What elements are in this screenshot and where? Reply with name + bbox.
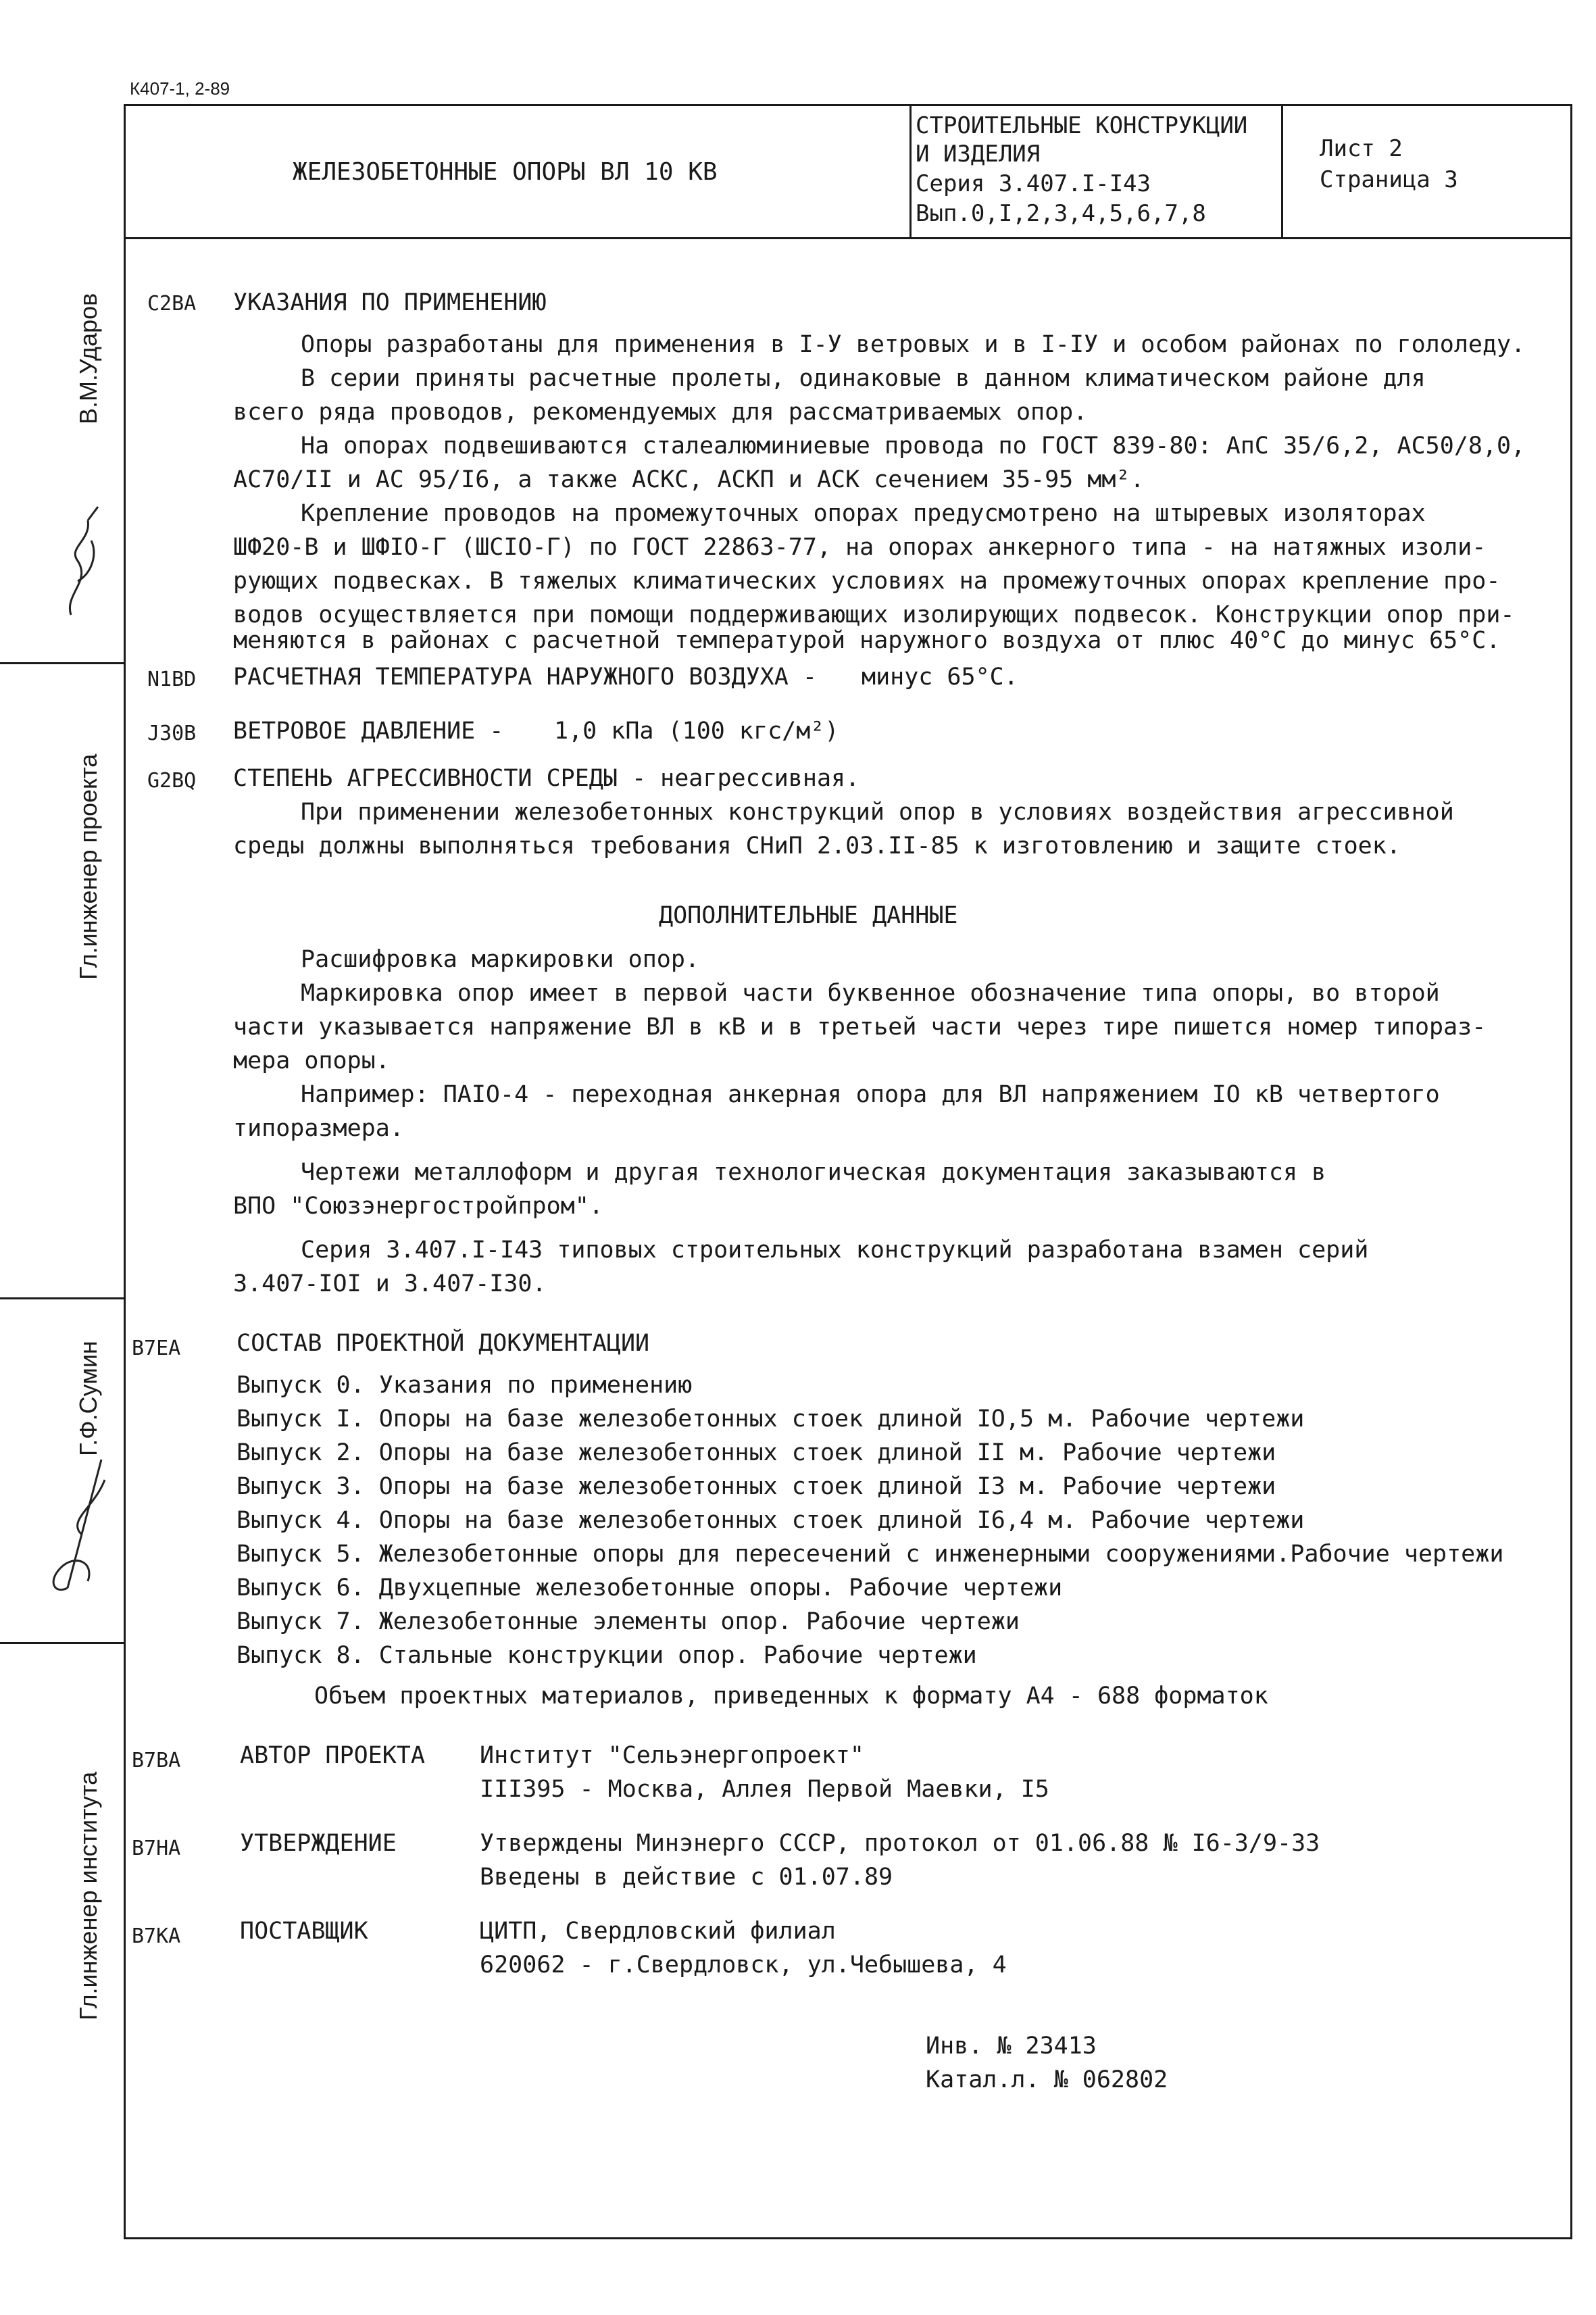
paragraph-line: Серия 3.407.I-I43 типовых строительных конструкций разработана взамен серий	[301, 1237, 1369, 1264]
margin-name-2: Г.Ф.Сумин	[74, 1341, 102, 1456]
list-item: Выпуск 5. Железобетонные опоры для пересечений с инженерными сооружениями.Рабочие чертежи	[236, 1541, 1504, 1568]
paragraph-line: типоразмера.	[233, 1115, 404, 1142]
series-line: СТРОИТЕЛЬНЫЕ КОНСТРУКЦИИ	[916, 112, 1248, 139]
paragraph-line: ВПО "Союзэнергостройпром".	[233, 1193, 603, 1220]
list-item: Выпуск 3. Опоры на базе железобетонных стоек длиной I3 м. Рабочие чертежи	[236, 1473, 1276, 1500]
paragraph-line: В серии приняты расчетные пролеты, одинаковые в данном климатическом районе для	[301, 365, 1426, 392]
section-code: B7EA	[132, 1337, 181, 1360]
paragraph-line: среды должны выполняться требования СНиП 2.03.II-85 к изготовлению и защите стоек.	[233, 832, 1401, 860]
document-title: ЖЕЛЕЗОБЕТОННЫЕ ОПОРЫ ВЛ 10 КВ	[293, 158, 718, 186]
paragraph-line: Опоры разработаны для применения в I-У ветровых и в I-IУ и особом районах по гололеду.	[301, 331, 1526, 358]
paragraph-line: На опорах подвешиваются сталеалюминиевые провода по ГОСТ 839-80: АпС 35/6,2, АС50/8,0,	[301, 432, 1526, 459]
section-heading: СОСТАВ ПРОЕКТНОЙ ДОКУМЕНТАЦИИ	[236, 1330, 650, 1357]
author-line: III395 - Москва, Аллея Первой Маевки, I5	[480, 1776, 1049, 1803]
supplier-line: ЦИТП, Свердловский филиал	[480, 1918, 836, 1945]
list-item: Выпуск 0. Указания по применению	[236, 1372, 693, 1399]
approval-line: Утверждены Минэнерго СССР, протокол от 01.06.88 № I6-3/9-33	[480, 1830, 1320, 1857]
volume-note: Объем проектных материалов, приведенных к формату А4 - 688 форматок	[314, 1683, 1268, 1710]
temperature-label: РАСЧЕТНАЯ ТЕМПЕРАТУРА НАРУЖНОГО ВОЗДУХА -	[233, 664, 817, 691]
title-divider	[1281, 104, 1283, 239]
inventory-number: Инв. № 23413	[926, 2033, 1097, 2060]
list-item: Выпуск 4. Опоры на базе железобетонных стоек длиной I6,4 м. Рабочие чертежи	[236, 1507, 1305, 1534]
supplier-line: 620062 - г.Свердловск, ул.Чебышева, 4	[480, 1951, 1007, 1978]
section-code: B7HA	[132, 1837, 181, 1860]
series-line: Серия 3.407.I-I43	[916, 170, 1151, 197]
paragraph-line: Например: ПАIО-4 - переходная анкерная опора для ВЛ напряжением IО кВ четвертого	[301, 1081, 1440, 1108]
section-code: G2BQ	[147, 769, 197, 793]
page-number: Страница 3	[1320, 166, 1458, 193]
section-code: J30B	[147, 722, 197, 745]
catalog-number: Катал.л. № 062802	[926, 2066, 1168, 2093]
paragraph-line: всего ряда проводов, рекомендуемых для рассматриваемых опор.	[233, 399, 1088, 426]
paragraph-line: При применении железобетонных конструкций опор в условиях воздействия агрессивной	[301, 799, 1454, 826]
approval-label: УТВЕРЖДЕНИЕ	[240, 1830, 397, 1857]
section-heading: УКАЗАНИЯ ПО ПРИМЕНЕНИЮ	[233, 289, 547, 316]
paragraph-line: Маркировка опор имеет в первой части буквенное обозначение типа опоры, во второй	[301, 980, 1440, 1007]
section-code: B7BA	[132, 1749, 181, 1772]
margin-divider	[0, 662, 124, 664]
list-item: Выпуск 6. Двухцепные железобетонные опоры. Рабочие чертежи	[236, 1574, 1063, 1601]
wind-label: ВЕТРОВОЕ ДАВЛЕНИЕ -	[233, 718, 504, 745]
title-divider	[909, 104, 912, 239]
section-code: C2BA	[147, 292, 197, 316]
list-item: Выпуск 8. Стальные конструкции опор. Рабочие чертежи	[236, 1642, 977, 1669]
aggressiveness-label: СТЕПЕНЬ АГРЕССИВНОСТИ СРЕДЫ - неагрессивная.	[233, 765, 860, 792]
list-item: Выпуск I. Опоры на базе железобетонных стоек длиной IО,5 м. Рабочие чертежи	[236, 1405, 1305, 1433]
margin-divider	[0, 1297, 124, 1299]
section-heading: ДОПОЛНИТЕЛЬНЫЕ ДАННЫЕ	[659, 902, 958, 929]
list-item: Выпуск 7. Железобетонные элементы опор. Рабочие чертежи	[236, 1608, 1020, 1635]
paragraph-line: мера опоры.	[233, 1047, 390, 1074]
paragraph-line: Расшифровка маркировки опор.	[301, 946, 700, 973]
paragraph-line: водов осуществляется при помощи поддерживающих изолирующих подвесок. Конструкции опор при-	[233, 601, 1515, 628]
title-block	[124, 104, 1572, 239]
paragraph-line: АС70/II и АС 95/I6, а также АСКС, АСКП и АСК сечением 35-95 мм².	[233, 466, 1145, 493]
margin-divider	[0, 1642, 124, 1644]
paragraph-line: Чертежи металлоформ и другая технологическая документация заказываются в	[301, 1159, 1326, 1186]
approval-line: Введены в действие с 01.07.89	[480, 1864, 893, 1891]
section-code: B7KA	[132, 1924, 181, 1948]
series-line: И ИЗДЕЛИЯ	[916, 141, 1041, 168]
paragraph-line: части указывается напряжение ВЛ в кВ и в третьей части через тире пишется номер типораз-	[233, 1014, 1487, 1041]
signature-2	[41, 1453, 115, 1608]
signature-1	[51, 500, 111, 622]
margin-role-2: Гл.инженер института	[74, 1771, 102, 2020]
margin-name-1: В.М.Ударов	[74, 293, 102, 424]
author-label: АВТОР ПРОЕКТА	[240, 1742, 425, 1769]
temperature-value: минус 65°С.	[862, 664, 1018, 691]
author-line: Институт "Сельэнергопроект"	[480, 1742, 864, 1769]
list-item: Выпуск 2. Опоры на базе железобетонных стоек длиной II м. Рабочие чертежи	[236, 1439, 1276, 1466]
sheet-number: Лист 2	[1320, 135, 1403, 162]
margin-role-1: Гл.инженер проекта	[74, 753, 102, 980]
paragraph-line: рующих подвесках. В тяжелых климатических условиях на промежуточных опорах крепление про-	[233, 568, 1501, 595]
section-code: N1BD	[147, 668, 197, 691]
paragraph-line: Крепление проводов на промежуточных опорах предусмотрено на штыревых изоляторах	[301, 500, 1426, 527]
wind-value: 1,0 кПа (100 кгс/м²)	[554, 718, 839, 745]
series-line: Вып.0,I,2,3,4,5,6,7,8	[916, 200, 1206, 227]
paragraph-line: 3.407-IOI и 3.407-I30.	[233, 1270, 547, 1297]
paragraph-line: меняются в районах с расчетной температурой наружного воздуха от плюс 40°С до минус 65°С.	[233, 627, 1501, 654]
supplier-label: ПОСТАВЩИК	[240, 1918, 368, 1945]
document-code: К407-1, 2-89	[130, 78, 230, 99]
paragraph-line: ШФ20-В и ШФIО-Г (ШСIО-Г) по ГОСТ 22863-77, на опорах анкерного типа - на натяжных изоли-	[233, 534, 1487, 561]
